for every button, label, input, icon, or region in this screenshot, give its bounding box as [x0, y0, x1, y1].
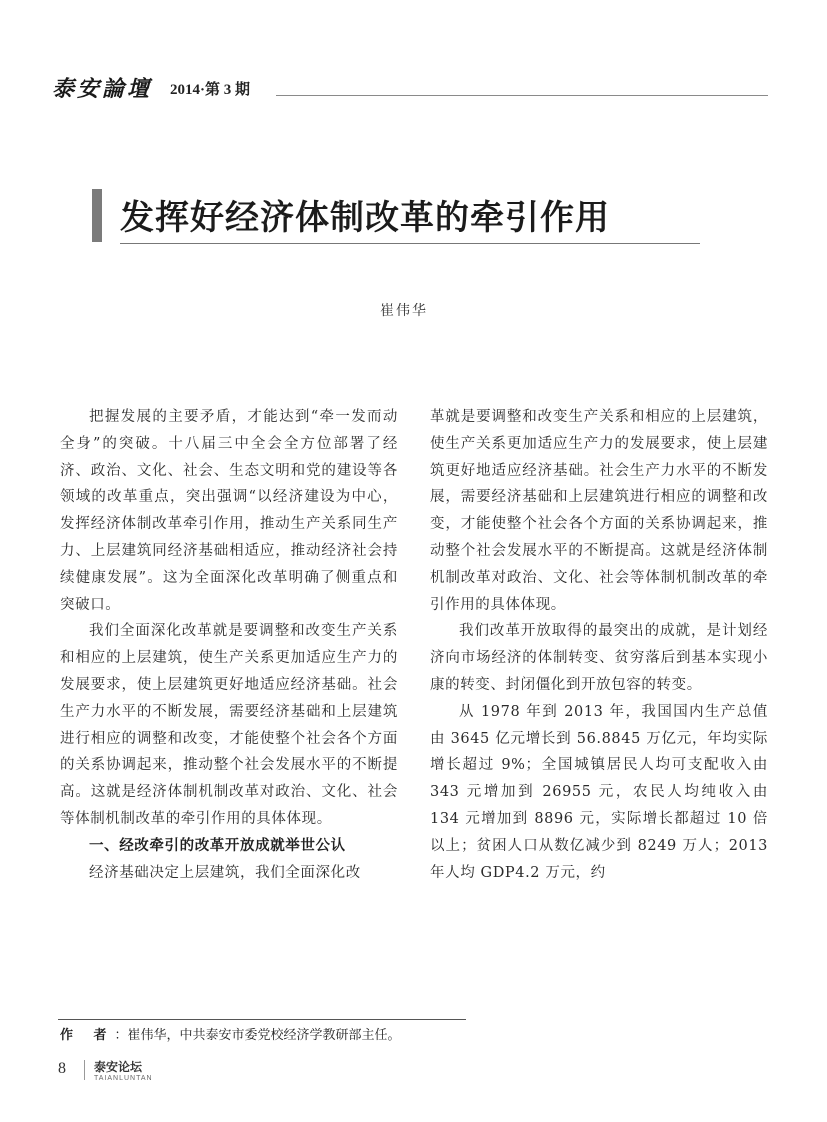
paragraph: 从 1978 年到 2013 年，我国国内生产总值由 3645 亿元增长到 56.8845 万亿元，年均实际增长超过 9%；全国城镇居民人均可支配收入由 343 元增加到 26955 元，农民人均纯收入由 134 元增加到 8896 元，实际增长都超过 10 倍以上；贫困人口从数亿减少到 8249 万人；2013 年人均 GDP4.2 万元，约: [430, 703, 768, 881]
article-title: 发挥好经济体制改革的牵引作用: [120, 198, 610, 238]
footer-magazine-pinyin: TAIANLUNTAN: [94, 1075, 153, 1082]
paragraph: 我们全面深化改革就是要调整和改变生产关系和相应的上层建筑，使生产关系更加适应生产力的发展要求，使上层建筑更好地适应经济基础。社会生产力水平的不断发展，需要经济基础和上层建筑进行相应的调整和改变，才能使整个社会各个方面的关系协调起来，推动整个社会发展水平的不断提高。这就是经济体制机制改革对政治、文化、社会等体制机制改革的牵引作用的具体体现。: [60, 623, 398, 827]
footnote-text: ：崔伟华，中共泰安市委党校经济学教研部主任。: [114, 1028, 401, 1043]
paragraph: 革就是要调整和改变生产关系和相应的上层建筑，使生产关系更加适应生产力的发展要求，使上层建筑更好地适应经济基础。社会生产力水平的不断发展，需要经济基础和上层建筑进行相应的调整和改变，才能使整个社会各个方面的关系协调起来，推动整个社会发展水平的不断提高。这就是经济体制机制改革对政治、文化、社会等体制机制改革的牵引作用的具体体现。: [430, 409, 768, 613]
section-heading: 一、经改牵引的改革开放成就举世公认: [89, 837, 346, 854]
journal-name: 泰安論壇: [52, 76, 153, 102]
issue-number: 2014·第 3 期: [170, 82, 251, 98]
author-footnote: [60, 1024, 401, 1043]
running-header: [48, 68, 768, 108]
page-number: 8: [58, 1060, 66, 1077]
right-column: [430, 404, 768, 886]
header-rule: [276, 95, 768, 96]
paragraph: 把握发展的主要矛盾，才能达到“牵一发而动全身”的突破。十八届三中全会全方位部署了经济、政治、文化、社会、生态文明和党的建设等各领域的改革重点，突出强调“以经济建设为中心，发挥经济体制改革牵引作用，推动生产关系同生产力、上层建筑同经济基础相适应，推动经济社会持续健康发展”。这为全面深化改革明确了侧重点和突破口。: [60, 409, 398, 613]
title-accent-bar: [92, 189, 102, 242]
footnote-rule: [58, 1019, 466, 1020]
footer-divider: [84, 1060, 85, 1080]
footer-magazine-name: 泰安论坛: [94, 1060, 143, 1074]
title-underline: [120, 243, 700, 244]
footnote-label: 作 者: [60, 1028, 115, 1043]
article-author: 崔伟华: [380, 303, 428, 319]
paragraph: 我们改革开放取得的最突出的成就，是计划经济向市场经济的体制转变、贫穷落后到基本实现小康的转变、封闭僵化到开放包容的转变。: [430, 623, 768, 693]
left-column: [60, 404, 398, 886]
paragraph: 经济基础决定上层建筑，我们全面深化改: [89, 864, 361, 881]
